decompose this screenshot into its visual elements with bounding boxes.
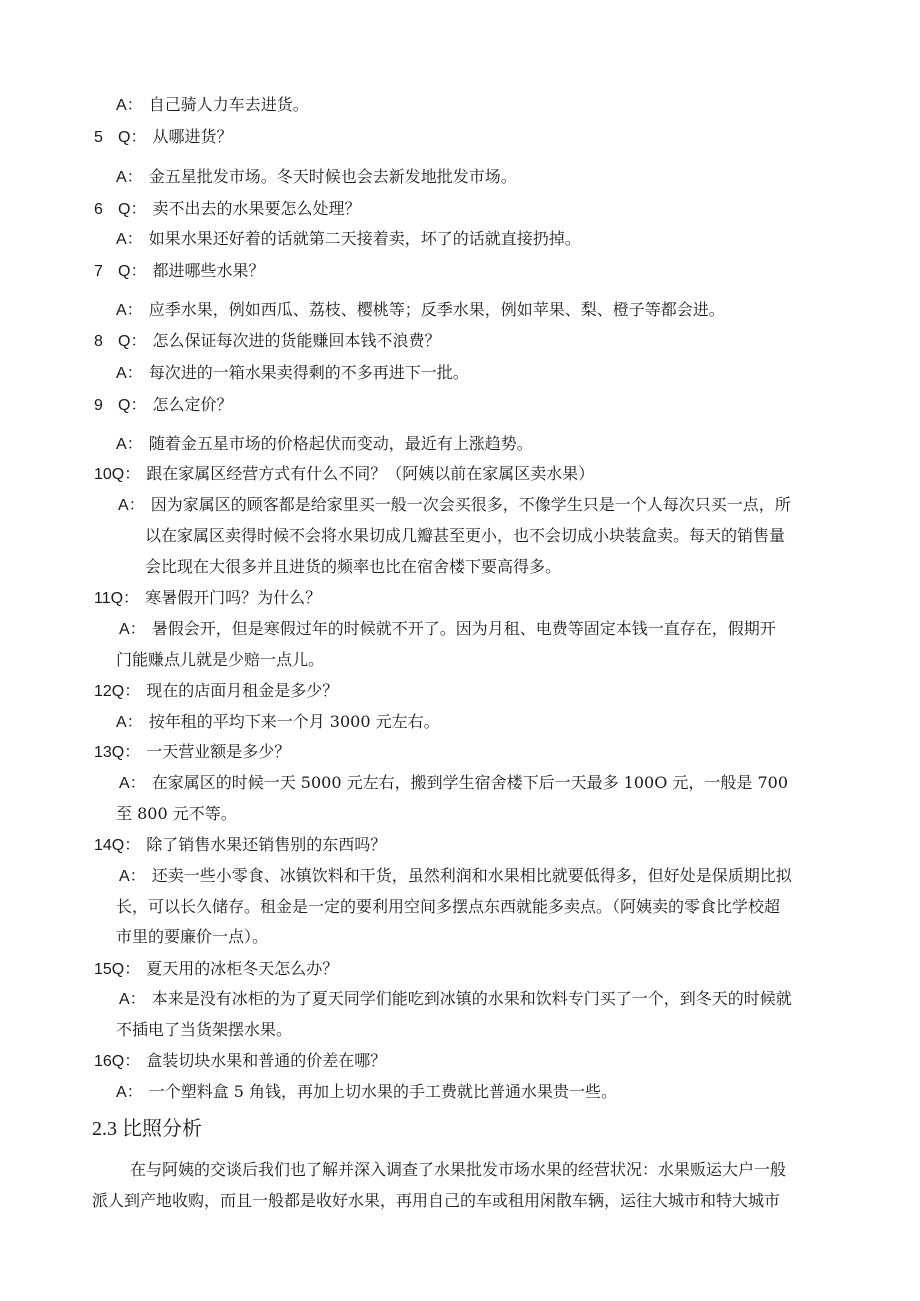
question-text: 一天营业额是多少？	[146, 742, 291, 761]
question-number: 5	[94, 129, 103, 146]
question-label: 12Q：	[94, 683, 141, 700]
answer-14	[119, 865, 792, 888]
question-number: 8	[94, 333, 103, 350]
question-text: 都进哪些水果？	[152, 261, 265, 280]
question-text: 从哪进货？	[152, 127, 233, 146]
answer-6	[116, 228, 581, 251]
answer-text: 每次进的一箱水果卖得剩的不多再进下一批。	[148, 363, 469, 382]
answer-14-cont: 市里的要廉价一点）。	[116, 927, 269, 946]
question-text: 卖不出去的水果要怎么处理？	[152, 199, 361, 218]
question-5	[94, 126, 232, 149]
answer-label: A：	[116, 97, 143, 114]
answer-text: 金五星批发市场。冬天时候也会去新发地批发市场。	[148, 167, 517, 186]
answer-text: 应季水果，例如西瓜、荔枝、樱桃等；反季水果，例如苹果、梨、橙子等都会进。	[148, 300, 725, 319]
answer-12	[116, 711, 440, 734]
section-heading: 2.3 比照分析	[92, 1118, 202, 1140]
answer-label: A：	[116, 169, 143, 186]
question-14	[94, 834, 386, 857]
question-label: 13Q：	[94, 744, 141, 761]
question-label: 16Q：	[94, 1053, 141, 1070]
question-9	[94, 394, 232, 417]
question-text: 怎么保证每次进的货能赚回本钱不浪费？	[152, 331, 441, 350]
question-12	[94, 680, 338, 703]
question-text: 盒装切块水果和普通的价差在哪？	[146, 1051, 387, 1070]
answer-text-line: 暑假会开，但是寒假过年的时候就不开了。因为月租、电费等固定本钱一直存在，假期开	[151, 619, 776, 638]
answer-text-line: 在家属区的时候一天 5000 元左右，搬到学生宿舍楼下后一天最多 100O 元，一般是 700	[151, 773, 789, 792]
answer-label: A：	[116, 231, 143, 248]
body-paragraph-line: 在与阿姨的交谈后我们也了解并深入调查了水果批发市场水果的经营状况：水果贩运大户一般	[130, 1160, 787, 1179]
answer-label: A：	[116, 1084, 143, 1101]
answer-text: 一个塑料盒 5 角钱，再加上切水果的手工费就比普通水果贵一些。	[148, 1082, 618, 1101]
answer-label: A：	[119, 775, 146, 792]
answer-label: A：	[116, 302, 143, 319]
answer-10-cont: 以在家属区卖得时候不会将水果切成几瓣甚至更小，也不会切成小块装盒卖。每天的销售量	[145, 526, 786, 545]
question-number: 6	[94, 201, 103, 218]
answer-15	[119, 988, 792, 1011]
answer-8	[116, 362, 469, 385]
question-label: Q：	[118, 263, 147, 280]
question-text: 寒暑假开门吗？为什么？	[145, 588, 322, 607]
answer-16	[116, 1081, 617, 1104]
answer-text-line: 因为家属区的顾客都是给家里买一般一次会买很多，不像学生只是一个人每次只买一点，所	[150, 495, 791, 514]
body-paragraph-line: 派人到产地收购，而且一般都是收好水果，再用自己的车或租用闲散车辆，运往大城市和特大城市	[92, 1191, 781, 1210]
question-text: 跟在家属区经营方式有什么不同？（阿姨以前在家属区卖水果）	[146, 464, 595, 483]
question-11	[94, 587, 321, 610]
answer-9	[116, 433, 533, 456]
answer-label: A：	[119, 621, 146, 638]
answer-text: 自己骑人力车去进货。	[148, 95, 309, 114]
question-text: 怎么定价？	[152, 395, 233, 414]
answer-label: A：	[118, 497, 145, 514]
question-number: 7	[94, 263, 103, 280]
question-6	[94, 198, 360, 221]
answer-text: 随着金五星市场的价格起伏而变动，最近有上涨趋势。	[148, 434, 533, 453]
question-label: Q：	[118, 129, 147, 146]
answer-5	[116, 166, 517, 189]
question-label: Q：	[118, 333, 147, 350]
question-13	[94, 741, 290, 764]
answer-13	[119, 772, 788, 795]
question-7	[94, 260, 264, 283]
answer-text: 如果水果还好着的话就第二天接着卖，坏了的话就直接扔掉。	[148, 229, 581, 248]
answer-14-cont: 长，可以长久储存。租金是一定的要利用空间多摆点东西就能多卖点。（阿姨卖的零食比学校超	[116, 897, 781, 916]
answer-label: A：	[119, 991, 146, 1008]
answer-text-line: 还卖一些小零食、冰镇饮料和干货，虽然利润和水果相比就要低得多，但好处是保质期比拟	[151, 866, 792, 885]
question-8	[94, 330, 440, 353]
question-text: 夏天用的冰柜冬天怎么办？	[146, 959, 339, 978]
answer-11	[119, 618, 776, 641]
answer-10	[118, 494, 791, 517]
question-label: Q：	[118, 397, 147, 414]
answer-7	[116, 299, 725, 322]
question-number: 9	[94, 397, 103, 414]
answer-label: A：	[116, 436, 143, 453]
answer-4	[116, 94, 309, 117]
answer-13-cont: 至 800 元不等。	[116, 804, 237, 823]
question-15	[94, 958, 338, 981]
question-label: 10Q：	[94, 466, 141, 483]
question-label: Q：	[118, 201, 147, 218]
answer-label: A：	[116, 365, 143, 382]
answer-text: 按年租的平均下来一个月 3000 元左右。	[148, 712, 440, 731]
question-label: 15Q：	[94, 961, 141, 978]
answer-10-cont: 会比现在大很多并且进货的频率也比在宿舍楼下要高得多。	[145, 557, 562, 576]
question-text: 除了销售水果还销售别的东西吗？	[146, 835, 387, 854]
question-label: 11Q：	[94, 590, 140, 607]
question-label: 14Q：	[94, 837, 141, 854]
answer-label: A：	[116, 714, 143, 731]
question-10	[94, 463, 594, 486]
question-16	[94, 1050, 386, 1073]
question-text: 现在的店面月租金是多少？	[146, 681, 339, 700]
answer-11-cont: 门能赚点儿就是少赔一点儿。	[116, 650, 325, 669]
answer-text-line: 本来是没有冰柜的为了夏天同学们能吃到冰镇的水果和饮料专门买了一个，到冬天的时候就	[151, 989, 792, 1008]
answer-label: A：	[119, 868, 146, 885]
answer-15-cont: 不插电了当货架摆水果。	[116, 1020, 293, 1039]
